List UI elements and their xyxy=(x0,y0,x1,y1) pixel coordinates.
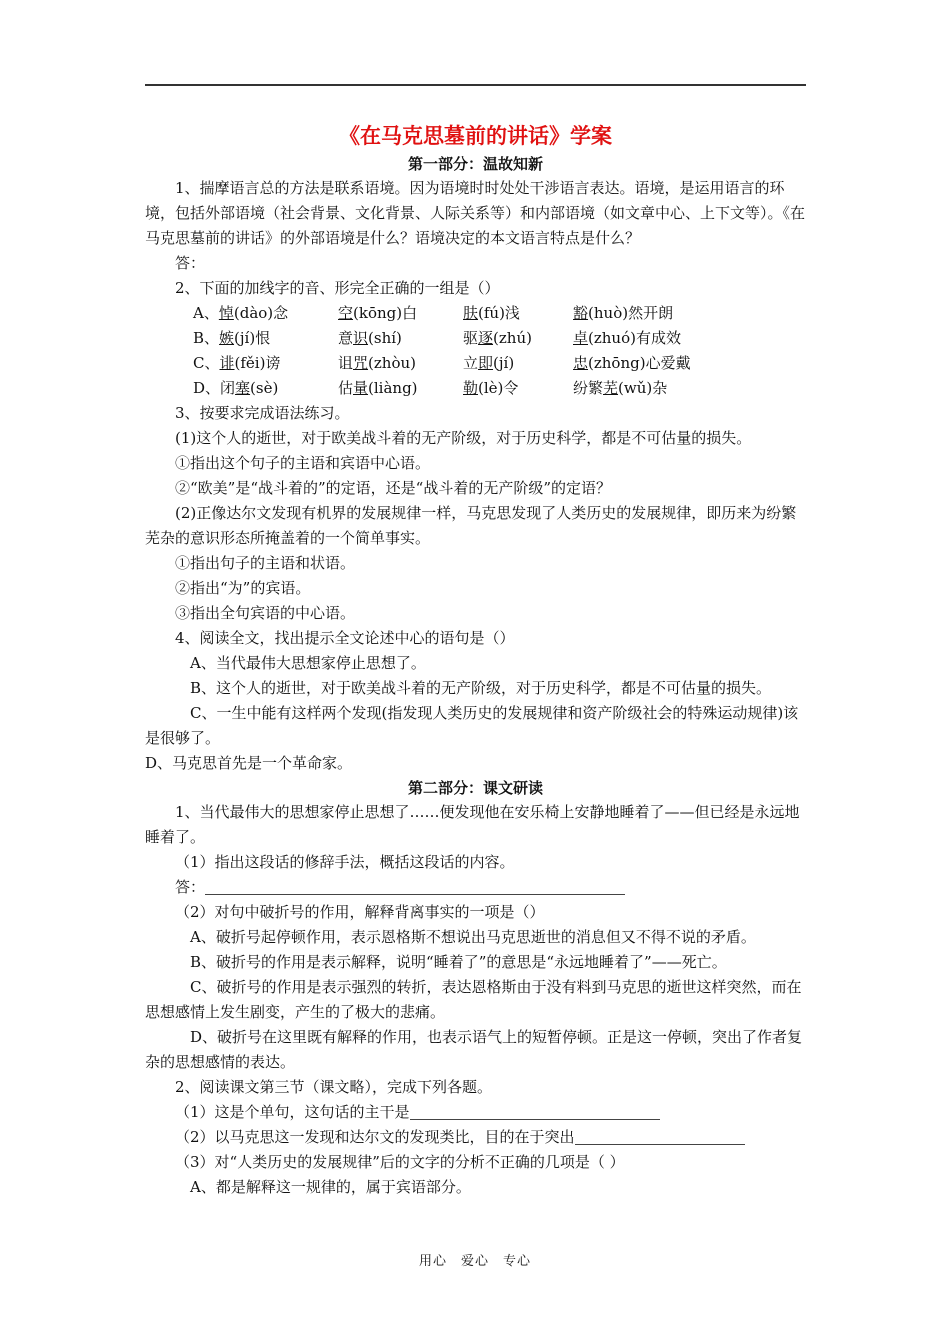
section-heading-part1: 第一部分：温故知新 xyxy=(407,155,543,173)
question-3-2c: ③指出全句宾语的中心语。 xyxy=(175,604,356,622)
part2-question-1-1: （1）指出这段话的修辞手法，概括这段话的内容。 xyxy=(175,853,515,871)
part2-question-2-2: （2）以马克思这一发现和达尔文的发现类比，目的在于突出 xyxy=(145,1125,806,1150)
part2-question-2-3a: A、都是解释这一规律的，属于宾语部分。 xyxy=(190,1178,471,1196)
purpose-blank[interactable] xyxy=(575,1128,745,1145)
part2-question-1: 1、当代最伟大的思想家停止思想了……便发现他在安乐椅上安静地睡着了——但已经是永远地睡着了。 xyxy=(145,803,800,846)
answer-blank[interactable] xyxy=(205,878,625,895)
part2-option-a: A、破折号起停顿作用，表示恩格斯不想说出马克思逝世的消息但又不得不说的矛盾。 xyxy=(190,928,756,946)
question-3-1b: ②“欧美”是“战斗着的”的定语，还是“战斗着的无产阶级”的定语？ xyxy=(175,479,612,497)
question-3-1: (1)这个人的逝世，对于欧美战斗着的无产阶级，对于历史科学，都是不可估量的损失。 xyxy=(175,429,752,447)
part2-answer-line: 答： xyxy=(145,875,806,900)
question-4: 4、阅读全文，找出提示全文论述中心的语句是（） xyxy=(175,629,515,647)
trunk-blank[interactable] xyxy=(410,1103,660,1120)
option-row-b: B、嫉(jí)恨 意识(shí) 驱逐(zhú) 卓(zhuó)有成效 xyxy=(193,329,681,347)
question-3: 3、按要求完成语法练习。 xyxy=(175,404,350,422)
part2-question-2-1: （1）这是个单句，这句话的主干是 xyxy=(145,1100,806,1125)
header-rule xyxy=(145,84,806,86)
question-4-option-b: B、这个人的逝世，对于欧美战斗着的无产阶级，对于历史科学，都是不可估量的损失。 xyxy=(190,679,772,697)
question-4-option-c: C、一生中能有这样两个发现(指发现人类历史的发展规律和资产阶级社会的特殊运动规律)该是很够了。 xyxy=(145,704,799,747)
document-body xyxy=(145,120,806,1200)
question-3-2b: ②指出“为”的宾语。 xyxy=(175,579,311,597)
page-footer: 用心 爱心 专心 xyxy=(418,1254,531,1269)
part2-option-b: B、破折号的作用是表示解释，说明“睡着了”的意思是“永远地睡着了”——死亡。 xyxy=(190,953,727,971)
question-3-1a: ①指出这个句子的主语和宾语中心语。 xyxy=(175,454,431,472)
part2-question-1-2: （2）对句中破折号的作用，解释背离事实的一项是（） xyxy=(175,903,545,921)
option-row-d: D、闭塞(sè) 估量(liàng) 勒(lè)令 纷繁芜(wǔ)杂 xyxy=(193,379,668,397)
part2-option-d: D、破折号在这里既有解释的作用，也表示语气上的短暂停顿。正是这一停顿，突出了作者复杂的思想感情的表达。 xyxy=(145,1028,803,1071)
question-2: 2、下面的加线字的音、形完全正确的一组是（） xyxy=(175,279,500,297)
question-2-options xyxy=(145,301,806,401)
question-3-2: (2)正像达尔文发现有机界的发展规律一样，马克思发现了人类历史的发展规律，即历来为纷繁芜杂的意识形态所掩盖着的一个简单事实。 xyxy=(145,504,797,547)
question-4-option-a: A、当代最伟大思想家停止思想了。 xyxy=(190,654,426,672)
question-4-option-d: D、马克思首先是一个革命家。 xyxy=(145,754,353,772)
question-1: 1、揣摩语言总的方法是联系语境。因为语境时时处处干涉语言表达。语境，是运用语言的环境，包括外部语境（社会背景、文化背景、人际关系等）和内部语境（如文章中心、上下文等）。《在马克思墓前的讲话》的外部语境是什么？语境决定的本文语言特点是什么？ xyxy=(145,179,806,247)
part2-option-c: C、破折号的作用是表示强烈的转折，表达恩格斯由于没有料到马克思的逝世这样突然，而在思想感情上发生剧变，产生的了极大的悲痛。 xyxy=(145,978,802,1021)
part2-question-2-3: （3）对“人类历史的发展规律”后的文字的分析不正确的几项是（ ） xyxy=(175,1153,625,1171)
page-title: 《在马克思墓前的讲话》学案 xyxy=(339,123,612,148)
answer-label: 答： xyxy=(175,254,206,272)
section-heading-part2: 第二部分：课文研读 xyxy=(407,779,543,797)
option-row-c: C、诽(fěi)谤 诅咒(zhòu) 立即(jí) 忠(zhōng)心爱戴 xyxy=(193,354,691,372)
option-row-a: A、悼(dào)念 空(kōng)白 肤(fú)浅 豁(huò)然开朗 xyxy=(193,304,674,322)
question-3-2a: ①指出句子的主语和状语。 xyxy=(175,554,356,572)
part2-question-2: 2、阅读课文第三节（课文略），完成下列各题。 xyxy=(175,1078,493,1096)
